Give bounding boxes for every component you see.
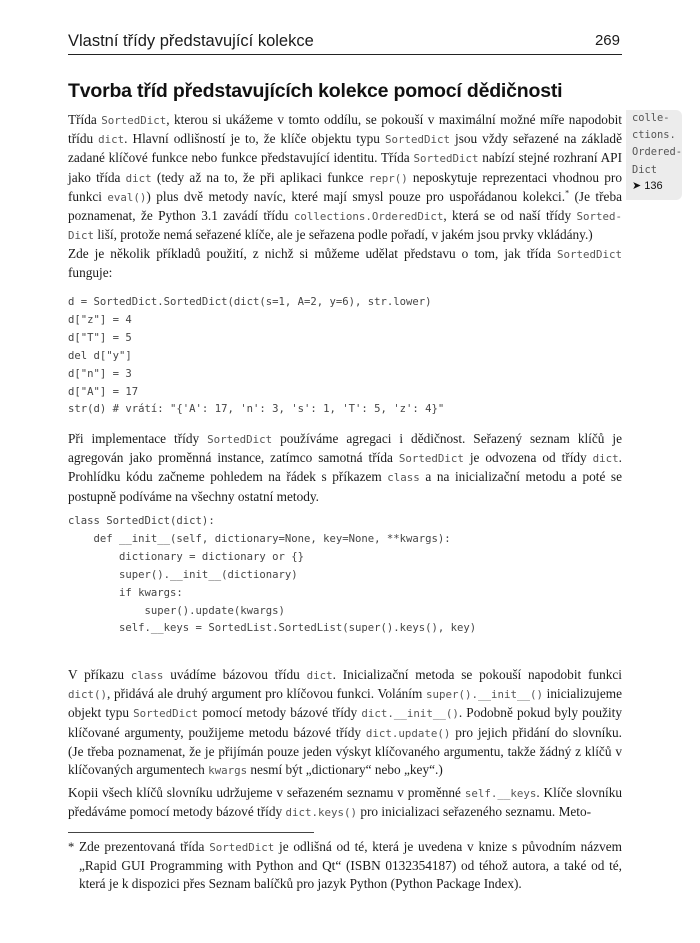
code-line: dictionary = dictionary or {} bbox=[68, 550, 304, 563]
chapter-title: Vlastní třídy představující kolekce bbox=[68, 32, 314, 50]
paragraph-examples-intro bbox=[68, 245, 622, 282]
code-line: super().__init__(dictionary) bbox=[68, 568, 298, 581]
code-line: del d["y"] bbox=[68, 349, 132, 362]
paragraph-text: Třída SortedDict, kterou si ukážeme v tomto oddílu, se pokouší v maximální možné míře napodobit třídu dict. Hlavní odlišností je to, že klíče objektu typu SortedDict jsou vždy seřazené na základě zadané klíčové funkce nebo funkce představující identitu. Třída SortedDict nabízí stejné rozhraní API jako třída dict (tedy až na to, že při aplikaci funkce repr() neposkytuje reprezentaci vhodnou pro funkci eval()) plus dvě metody navíc, které mají smysl pouze pro uspořádanou kolekci.* (Je třeba poznamenat, že Python 3.1 zavádí třídu collections.OrderedDict, která se od naší třídy Sorted-Dict liší, protože nemá seřazené klíče, ale je seřazena podle pořadí, v jakém jsou prvky vkládány.) bbox=[68, 112, 622, 243]
code-line: def __init__(self, dictionary=None, key=None, **kwargs): bbox=[68, 532, 451, 545]
code-line: d = SortedDict.SortedDict(dict(s=1, A=2, y=6), str.lower) bbox=[68, 296, 432, 308]
paragraph-text: Kopii všech klíčů slovníku udržujeme v seřazeném seznamu v proměnné self.__keys. Klíče slovníku předáváme pomocí metody bázové třídy dict.keys() pro inicializaci seřazeného seznamu. Meto- bbox=[68, 785, 623, 820]
footnote-mark: * bbox=[68, 840, 75, 854]
code-block-class bbox=[68, 513, 622, 638]
code-line: super().update(kwargs) bbox=[68, 604, 285, 617]
running-header bbox=[68, 30, 622, 55]
margin-note-page-ref: ➤ 136 bbox=[632, 179, 663, 192]
paragraph-implementation bbox=[68, 430, 622, 506]
footnote-reference: * bbox=[565, 188, 570, 198]
paragraph-class-statement bbox=[68, 666, 622, 780]
margin-note-line: Dict bbox=[632, 163, 658, 176]
code-line: d["A"] = 17 bbox=[68, 385, 139, 398]
code-block-usage bbox=[68, 294, 622, 419]
margin-note-line: ctions. bbox=[632, 129, 676, 142]
footnote-rule bbox=[68, 832, 314, 833]
code-line: d["T"] = 5 bbox=[68, 331, 132, 344]
code-line: if kwargs: bbox=[68, 586, 183, 599]
code-line: self.__keys = SortedList.SortedList(super().keys(), key) bbox=[68, 622, 477, 635]
margin-note-line: colle- bbox=[632, 112, 670, 124]
paragraph-intro bbox=[68, 111, 622, 245]
footnote bbox=[68, 838, 622, 894]
margin-note-line: Ordered- bbox=[632, 146, 683, 159]
code-line: d["n"] = 3 bbox=[68, 367, 132, 380]
code-line: d["z"] = 4 bbox=[68, 313, 132, 326]
paragraph-text: Zde je několik příkladů použití, z nichž si můžeme udělat představu o tom, jak třída SortedDict funguje: bbox=[68, 246, 622, 281]
footnote-text: Zde prezentovaná třída SortedDict je odlišná od té, která je uvedena v knize s původním názvem „Rapid GUI Programming with Python and Qt“ (ISBN 0132354187) od téhož autora, a také od té, která je k dispozici přes Seznam balíčků pro jazyk Python (Python Package Index). bbox=[79, 839, 622, 892]
paragraph-text: V příkazu class uvádíme bázovou třídu dict. Inicializační metoda se pokouší napodobit funkci dict(), přidává ale druhý argument pro klíčovou funkci. Voláním super().__init__() inicializujeme objekt typu SortedDict pomocí metody bázové třídy dict.__init__(). Podobně pokud byly použity klíčované argumenty, použijeme metodu bázové třídy dict.update() pro jejich přidání do slovníku. (Je třeba poznamenat, že je přijímán pouze jeden výskyt klíčovaného argumentu, takže žádný z klíčů v klíčovaných argumentech kwargs nesmí být „dictionary“ nebo „key“.) bbox=[68, 667, 623, 778]
margin-note bbox=[626, 110, 682, 200]
page-number: 269 bbox=[594, 32, 620, 49]
paragraph-keys-copy bbox=[68, 784, 622, 822]
paragraph-text: Při implementace třídy SortedDict používáme agregaci i dědičnost. Seřazený seznam klíčů je agregován jako proměnná instance, zatímco samotná třída SortedDict je odvozena od třídy dict. Prohlídku kódu začneme pohledem na řádek s příkazem class a na inicializační metodu a poté se postupně podíváme na všechny ostatní metody. bbox=[68, 431, 623, 504]
code-line: str(d) # vrátí: "{'A': 17, 'n': 3, 's': 1, 'T': 5, 'z': 4}" bbox=[68, 403, 445, 416]
section-title: Tvorba tříd představujících kolekce pomocí dědičnosti bbox=[68, 80, 563, 102]
code-line: class SortedDict(dict): bbox=[68, 515, 215, 527]
